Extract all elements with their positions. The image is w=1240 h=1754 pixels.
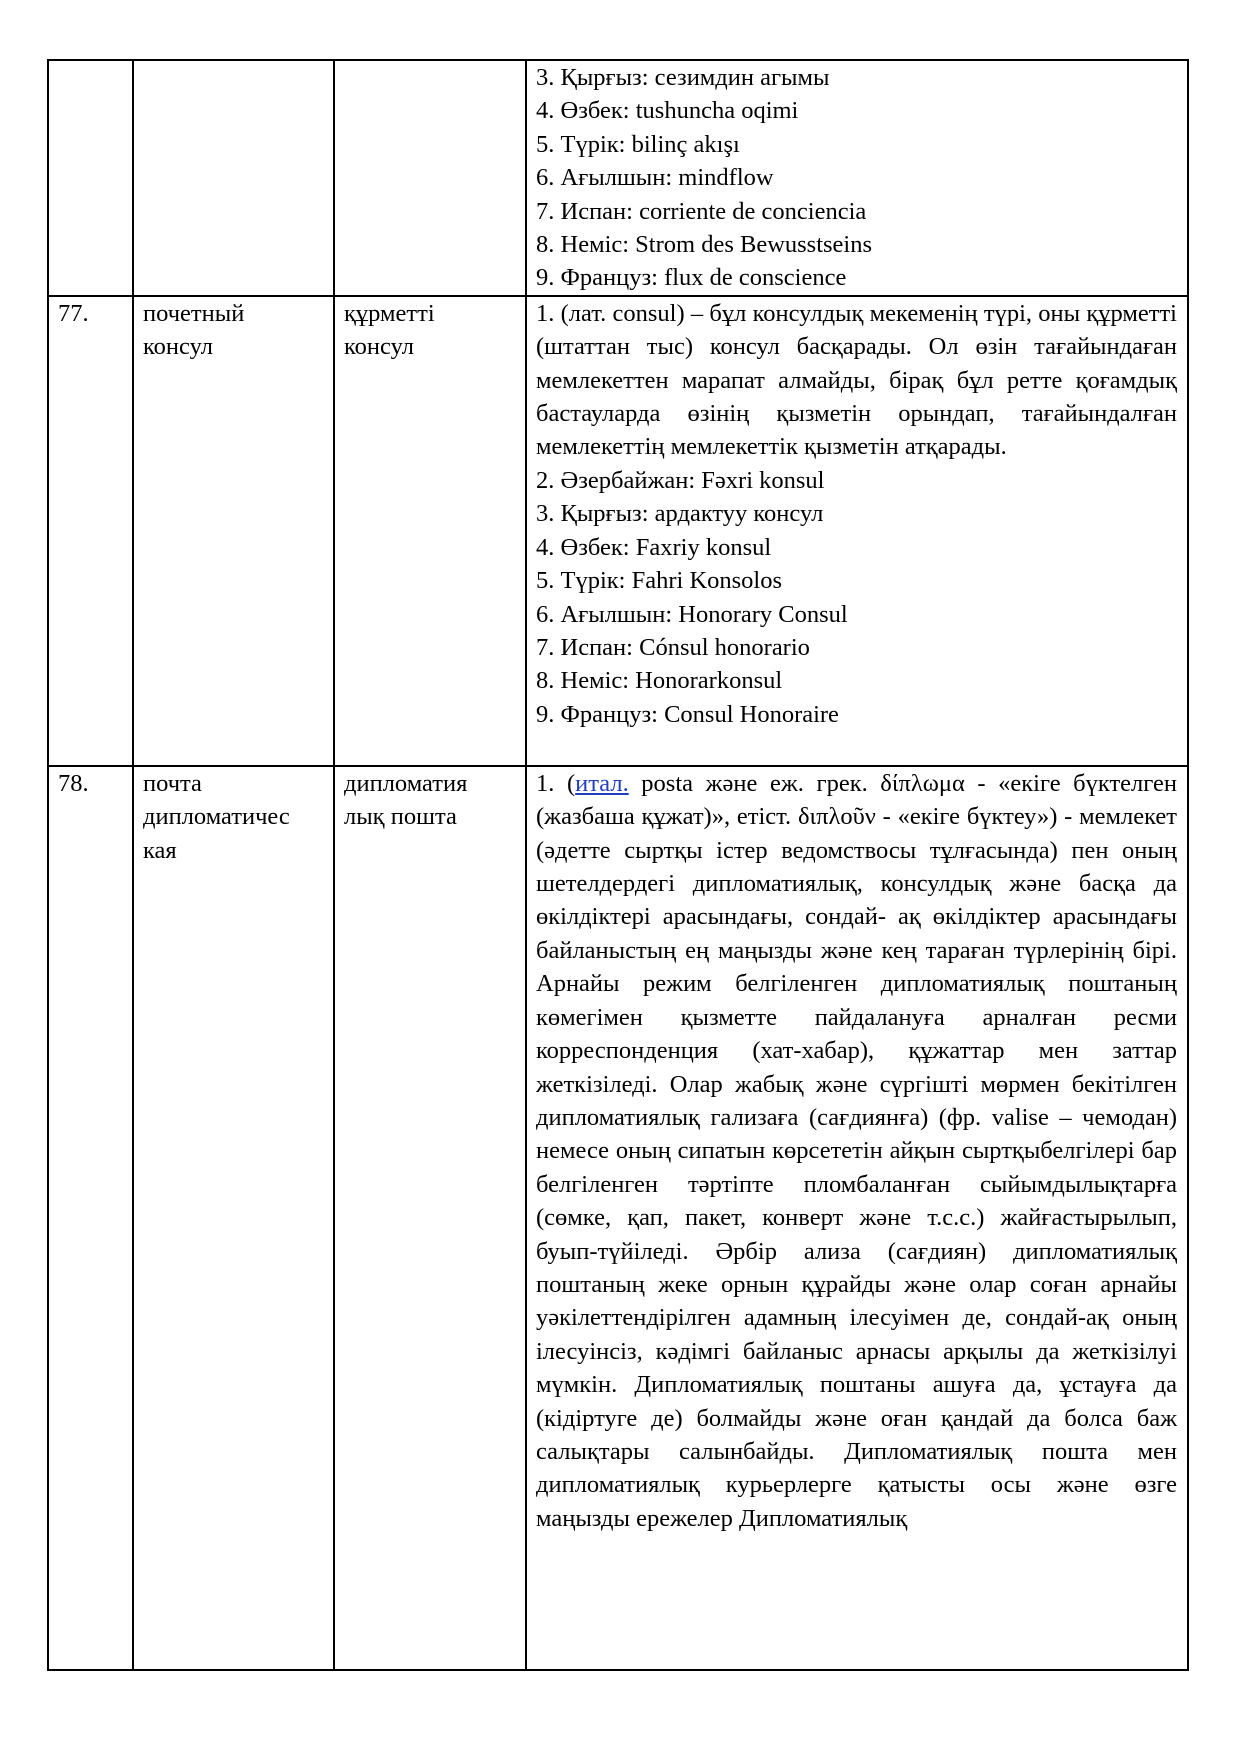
row-number	[48, 60, 133, 296]
translation-line: 5. Түрік: Fahri Konsolos	[536, 567, 783, 595]
row-number: 78.	[48, 766, 133, 1670]
definition-text: 1. (лат. consul) – бұл консулдық мекеменің түрі, оны құрметті (штаттан тыс) консул басқарады. Ол өзін тағайындаған мемлекеттен марапат алмайды, бірақ бұл ретте қоғамдық бастауларда өзінің қызметін орындап, тағайындалған мемлекеттің мемлекеттік қызметін атқарады.	[536, 299, 1177, 461]
translation-line: 7. Испан: Cónsul honorario	[536, 633, 810, 661]
translation-line: 2. Әзербайжан: Fəxri konsul	[536, 466, 825, 494]
translation-line: 8. Неміс: Strom des Bewusstseins	[536, 231, 873, 259]
translation-line: 6. Ағылшын: mindflow	[536, 164, 774, 192]
russian-term: почта дипломатичес кая	[133, 766, 334, 1670]
translation-line: 3. Қырғыз: сезимдин агымы	[536, 64, 830, 91]
translation-line: 6. Ағылшын: Honorary Consul	[536, 600, 848, 628]
translation-line: 9. Француз: Consul Honoraire	[536, 700, 839, 728]
kazakh-term	[334, 60, 526, 296]
translation-line: 7. Испан: corriente de conciencia	[536, 197, 867, 225]
abbreviation-link[interactable]: итал.	[575, 769, 629, 797]
table-row	[48, 766, 1188, 1670]
table-row	[48, 296, 1188, 766]
kazakh-term: құрметті консул	[334, 296, 526, 766]
table-row	[48, 60, 1188, 296]
translation-line: 5. Түрік: bilinç akışı	[536, 130, 740, 158]
row-number: 77.	[48, 296, 133, 766]
translation-line: 9. Француз: flux de conscience	[536, 264, 847, 292]
glossary-table	[47, 59, 1189, 1671]
russian-term: почетный консул	[133, 296, 334, 766]
definition-cell	[526, 766, 1188, 1670]
definition-text: 1. (итал. posta және еж. грек. δίπλωμα - «екіге бүктелген (жазбаша құжат)», етіст. διπλοῦν - «екіге бүктеу») - мемлекет (әдетте сыртқы істер ведомствосы тұлғасында) пен оның шетелдердегі дипломатиялық, консулдық және басқа да өкілдіктері арасындағы, сондай- ақ өкілдіктер арасындағы байланыстың ең маңызды және кең тараған түрлерінің бірі. Арнайы режим белгіленген дипломатиялық поштаның көмегімен қызметте пайдалануға арналған ресми корреспонденция (хат-хабар), құжаттар мен заттар жеткізіледі. Олар жабық және сүргішті мөрмен бекітілген дипломатиялық гализаға (сағдиянға) (фр. valise – чемодан) немесе оның сипатын көрсететін айқын сыртқыбелгілері бар белгіленген тәртіпте пломбаланған сыйымдылықтарға (сөмке, қап, пакет, конверт және т.с.с.) жайғастырылып, буып-түйіледі. Әрбір ализа (сағдиян) дипломатиялық поштаның жеке орнын құрайды және олар соған арнайы уәкілеттендірілген адамның ілесуімен де, сондай-ақ оның ілесуінсіз, кәдімгі байланыс арнасы арқылы да жеткізілуі мүмкін. Дипломатиялық поштаны ашуға да, ұстауға да (кідіртуге де) болмайды және оған қандай да болса баж салықтары салынбайды. Дипломатиялық пошта мен дипломатиялық курьерлерге қатысты осы және өзге маңызды ережелер Дипломатиялық	[536, 769, 1177, 1532]
definition-cell	[526, 296, 1188, 766]
translation-line: 3. Қырғыз: ардактуу консул	[536, 500, 824, 528]
translation-line: 8. Неміс: Honorarkonsul	[536, 667, 783, 695]
russian-term	[133, 60, 334, 296]
definition-cell	[526, 60, 1188, 296]
translation-line: 4. Өзбек: tushuncha oqimi	[536, 97, 799, 125]
translation-line: 4. Өзбек: Faxriy konsul	[536, 533, 772, 561]
kazakh-term: дипломатия лық пошта	[334, 766, 526, 1670]
